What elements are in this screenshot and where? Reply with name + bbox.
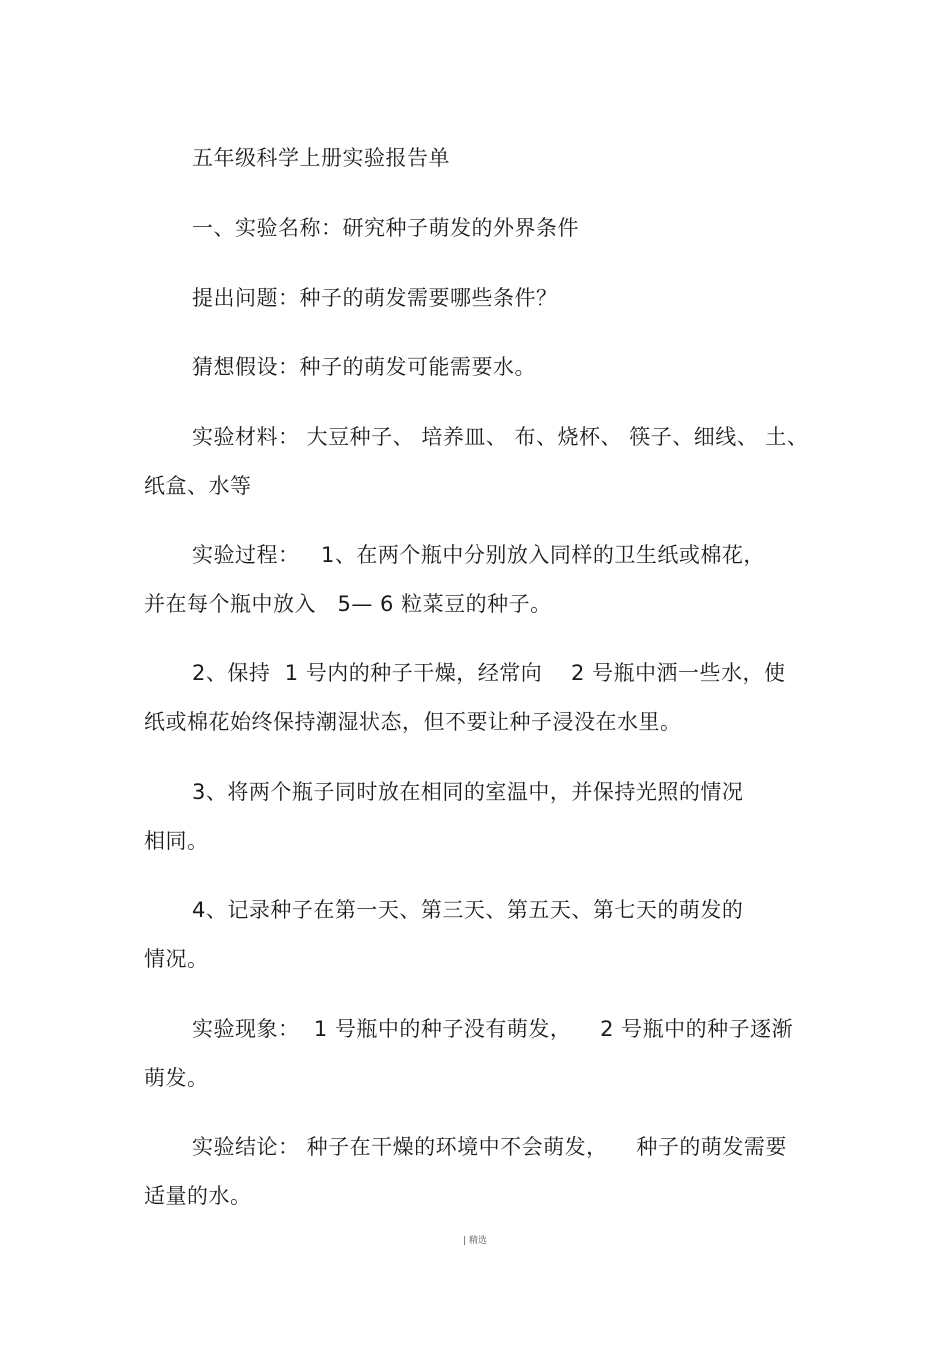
phenomenon-line-1: 实验现象： 1 号瓶中的种子没有萌发， 2 号瓶中的种子逐渐 [192,1017,794,1041]
page-footer: | 精选 [463,1236,487,1246]
question: 提出问题：种子的萌发需要哪些条件？ [192,286,558,310]
process-line-1: 实验过程： 1、在两个瓶中分别放入同样的卫生纸或棉花， [192,543,765,567]
step-2-line-2: 纸或棉花始终保持潮湿状态，但不要让种子浸没在水里。 [144,710,682,734]
step-3-line-2: 相同。 [144,829,209,853]
process-line-2: 并在每个瓶中放入 5— 6 粒菜豆的种子。 [144,592,552,616]
step-4-line-2: 情况。 [144,947,209,971]
hypothesis: 猜想假设：种子的萌发可能需要水。 [192,355,536,379]
materials-line-1: 实验材料： 大豆种子、 培养皿、 布、烧杯、 筷子、细线、 土、 [192,425,809,449]
step-3-line-1: 3、将两个瓶子同时放在相同的室温中，并保持光照的情况 [192,780,744,804]
step-2-line-1: 2、保持 1 号内的种子干燥，经常向 2 号瓶中洒一些水，使 [192,661,786,685]
experiment-name: 一、实验名称：研究种子萌发的外界条件 [192,216,579,240]
document-title: 五年级科学上册实验报告单 [192,146,450,170]
phenomenon-line-2: 萌发。 [144,1066,209,1090]
materials-line-2: 纸盒、水等 [144,474,252,498]
conclusion-line-1: 实验结论： 种子在干燥的环境中不会萌发， 种子的萌发需要 [192,1135,787,1159]
conclusion-line-2: 适量的水。 [144,1184,252,1208]
step-4-line-1: 4、记录种子在第一天、第三天、第五天、第七天的萌发的 [192,898,744,922]
